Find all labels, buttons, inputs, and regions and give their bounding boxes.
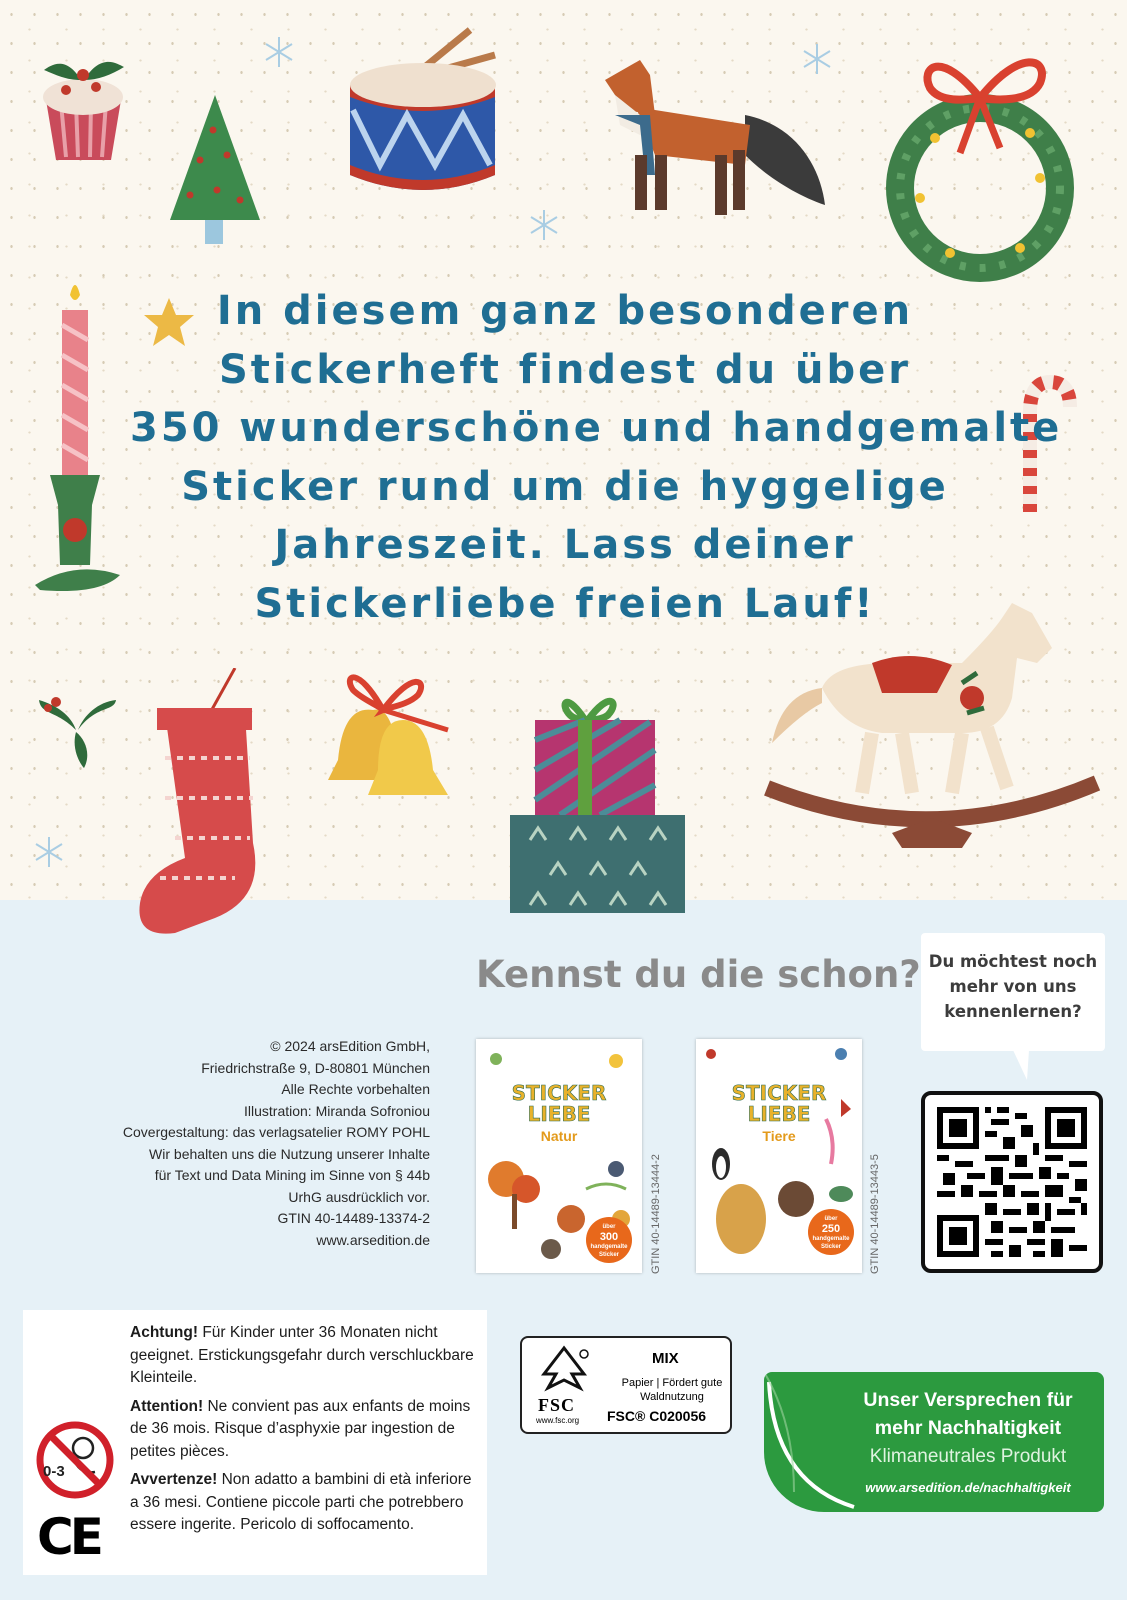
book-subtitle: Tiere	[762, 1128, 796, 1144]
qr-code[interactable]	[921, 1091, 1103, 1273]
headline-line: 350 wunderschöne und handgemalte	[130, 405, 1063, 451]
warning-fr-label: Attention!	[130, 1397, 204, 1415]
book-subtitle: Natur	[540, 1128, 578, 1144]
warning-it-label: Avvertenze!	[130, 1471, 218, 1488]
warning-de-label: Achtung!	[130, 1324, 199, 1341]
imprint-line: für Text und Data Mining im Sinne von § 44b	[154, 1167, 430, 1183]
fox-illustration	[595, 55, 835, 230]
badge-number: 250	[821, 1223, 841, 1235]
sustainability-text	[832, 1386, 1104, 1495]
gift-boxes-illustration	[510, 690, 690, 915]
book-cover-natur[interactable]	[476, 1039, 642, 1273]
speech-bubble-tail	[1013, 1050, 1029, 1080]
imprint-line: Covergestaltung: das verlagsatelier ROMY POHL	[122, 1124, 430, 1140]
drum-illustration	[345, 25, 505, 205]
speech-bubble	[921, 933, 1105, 1051]
sustainability-url[interactable]: www.arsedition.de/nachhaltigkeit	[865, 1480, 1071, 1495]
snowflake-icon	[262, 35, 296, 69]
bubble-line: mehr von uns	[949, 977, 1077, 996]
bubble-line: kennenlernen?	[944, 1002, 1082, 1021]
fsc-mix: MIX	[652, 1350, 679, 1367]
book-title-line1: STICKER	[511, 1081, 607, 1105]
badge-text: handgemalte Sticker	[590, 1244, 628, 1258]
headline-line: Sticker rund um die hyggelige	[181, 463, 949, 510]
imprint-line: Wir behalten uns die Nutzung unserer Inhalte	[149, 1145, 430, 1162]
fsc-label	[520, 1336, 732, 1434]
warning-text	[130, 1322, 480, 1543]
warning-de-text: Für Kinder unter 36 Monaten nicht geeignet. Erstickungsgefahr durch verschluckbare Kleinteile.	[130, 1324, 474, 1386]
headline-line: In diesem ganz besonderen	[216, 288, 914, 334]
fsc-tree-icon	[534, 1344, 594, 1396]
snowflake-icon	[800, 42, 834, 76]
safety-warning	[23, 1310, 487, 1575]
holly-illustration	[36, 690, 118, 770]
rocking-horse-illustration	[762, 593, 1102, 883]
badge-text: handgemalte Sticker	[812, 1236, 850, 1250]
warning-fr-text: Ne convient pas aux enfants de moins de 36 mois. Risque d’asphyxie par ingestion de petites pièces.	[130, 1397, 471, 1460]
bells-illustration	[318, 665, 458, 815]
book-title-line1: STICKER	[731, 1081, 827, 1105]
book-gtin: GTIN 40-14489-13444-2	[650, 1154, 662, 1274]
fsc-code: FSC® C020056	[607, 1408, 707, 1424]
headline-line: Jahreszeit. Lass deiner	[274, 522, 856, 568]
book-badge	[586, 1217, 632, 1263]
badge-small: über	[602, 1224, 616, 1230]
fsc-description: Papier | Fördert gute Waldnutzung	[621, 1377, 723, 1403]
imprint-line: Illustration: Miranda Sofroniou	[244, 1102, 430, 1119]
headline-line: Stickerliebe freien Lauf!	[254, 580, 876, 627]
qr-code-icon	[937, 1107, 1087, 1257]
stocking-illustration	[135, 668, 285, 938]
sustainability-line1: Unser Versprechen für	[863, 1389, 1073, 1411]
bubble-line: Du möchtest noch	[928, 952, 1098, 971]
imprint-line: © 2024 arsEdition GmbH,	[270, 1038, 430, 1054]
book-title	[696, 1083, 862, 1125]
sustainability-badge	[764, 1372, 1104, 1512]
wreath-illustration	[880, 28, 1080, 288]
badge-number: 300	[599, 1231, 619, 1243]
badge-small: über	[824, 1216, 838, 1222]
headline-line: Stickerheft findest du über	[219, 346, 911, 393]
warning-it-text: Non adatto a bambini di età inferiore a 36 mesi. Contiene piccole parti che potrebbero essere ingerite. Pericolo di soffocamento.	[130, 1471, 472, 1533]
book-title-line2: LIEBE	[527, 1102, 591, 1126]
snowflake-icon	[32, 835, 66, 869]
candle-illustration	[30, 275, 125, 615]
book-cover-tiere[interactable]	[696, 1039, 862, 1273]
book-title-line2: LIEBE	[747, 1102, 811, 1126]
sustainability-line2: mehr Nachhaltigkeit	[874, 1417, 1062, 1439]
christmas-tree-illustration	[165, 90, 265, 250]
age-label: 0-3	[43, 1463, 65, 1480]
book-title	[476, 1083, 642, 1125]
book-badge	[808, 1209, 854, 1255]
imprint-line: GTIN 40-14489-13374-2	[277, 1210, 430, 1226]
fsc-logo-text: FSC	[538, 1395, 576, 1415]
imprint-url: www.arsedition.de	[316, 1231, 430, 1248]
imprint-line: Alle Rechte vorbehalten	[281, 1081, 430, 1097]
imprint-line: Friedrichstraße 9, D-80801 München	[201, 1059, 430, 1076]
imprint-line: UrhG ausdrücklich vor.	[288, 1188, 430, 1205]
warning-it	[130, 1469, 480, 1537]
book-gtin: GTIN 40-14489-13443-5	[869, 1154, 881, 1274]
sustainability-line3: Klimaneutrales Produkt	[869, 1446, 1067, 1467]
promo-heading: Kennst du die schon?	[476, 953, 921, 996]
imprint	[10, 1036, 430, 1251]
headline-text	[130, 282, 1063, 633]
christmas-pudding-illustration	[36, 45, 131, 165]
ce-mark: CE	[37, 1508, 100, 1566]
age-restriction-icon	[35, 1420, 115, 1500]
fsc-url: www.fsc.org	[536, 1416, 580, 1425]
warning-de	[130, 1322, 480, 1390]
snowflake-icon	[527, 208, 561, 242]
warning-fr	[130, 1396, 480, 1464]
